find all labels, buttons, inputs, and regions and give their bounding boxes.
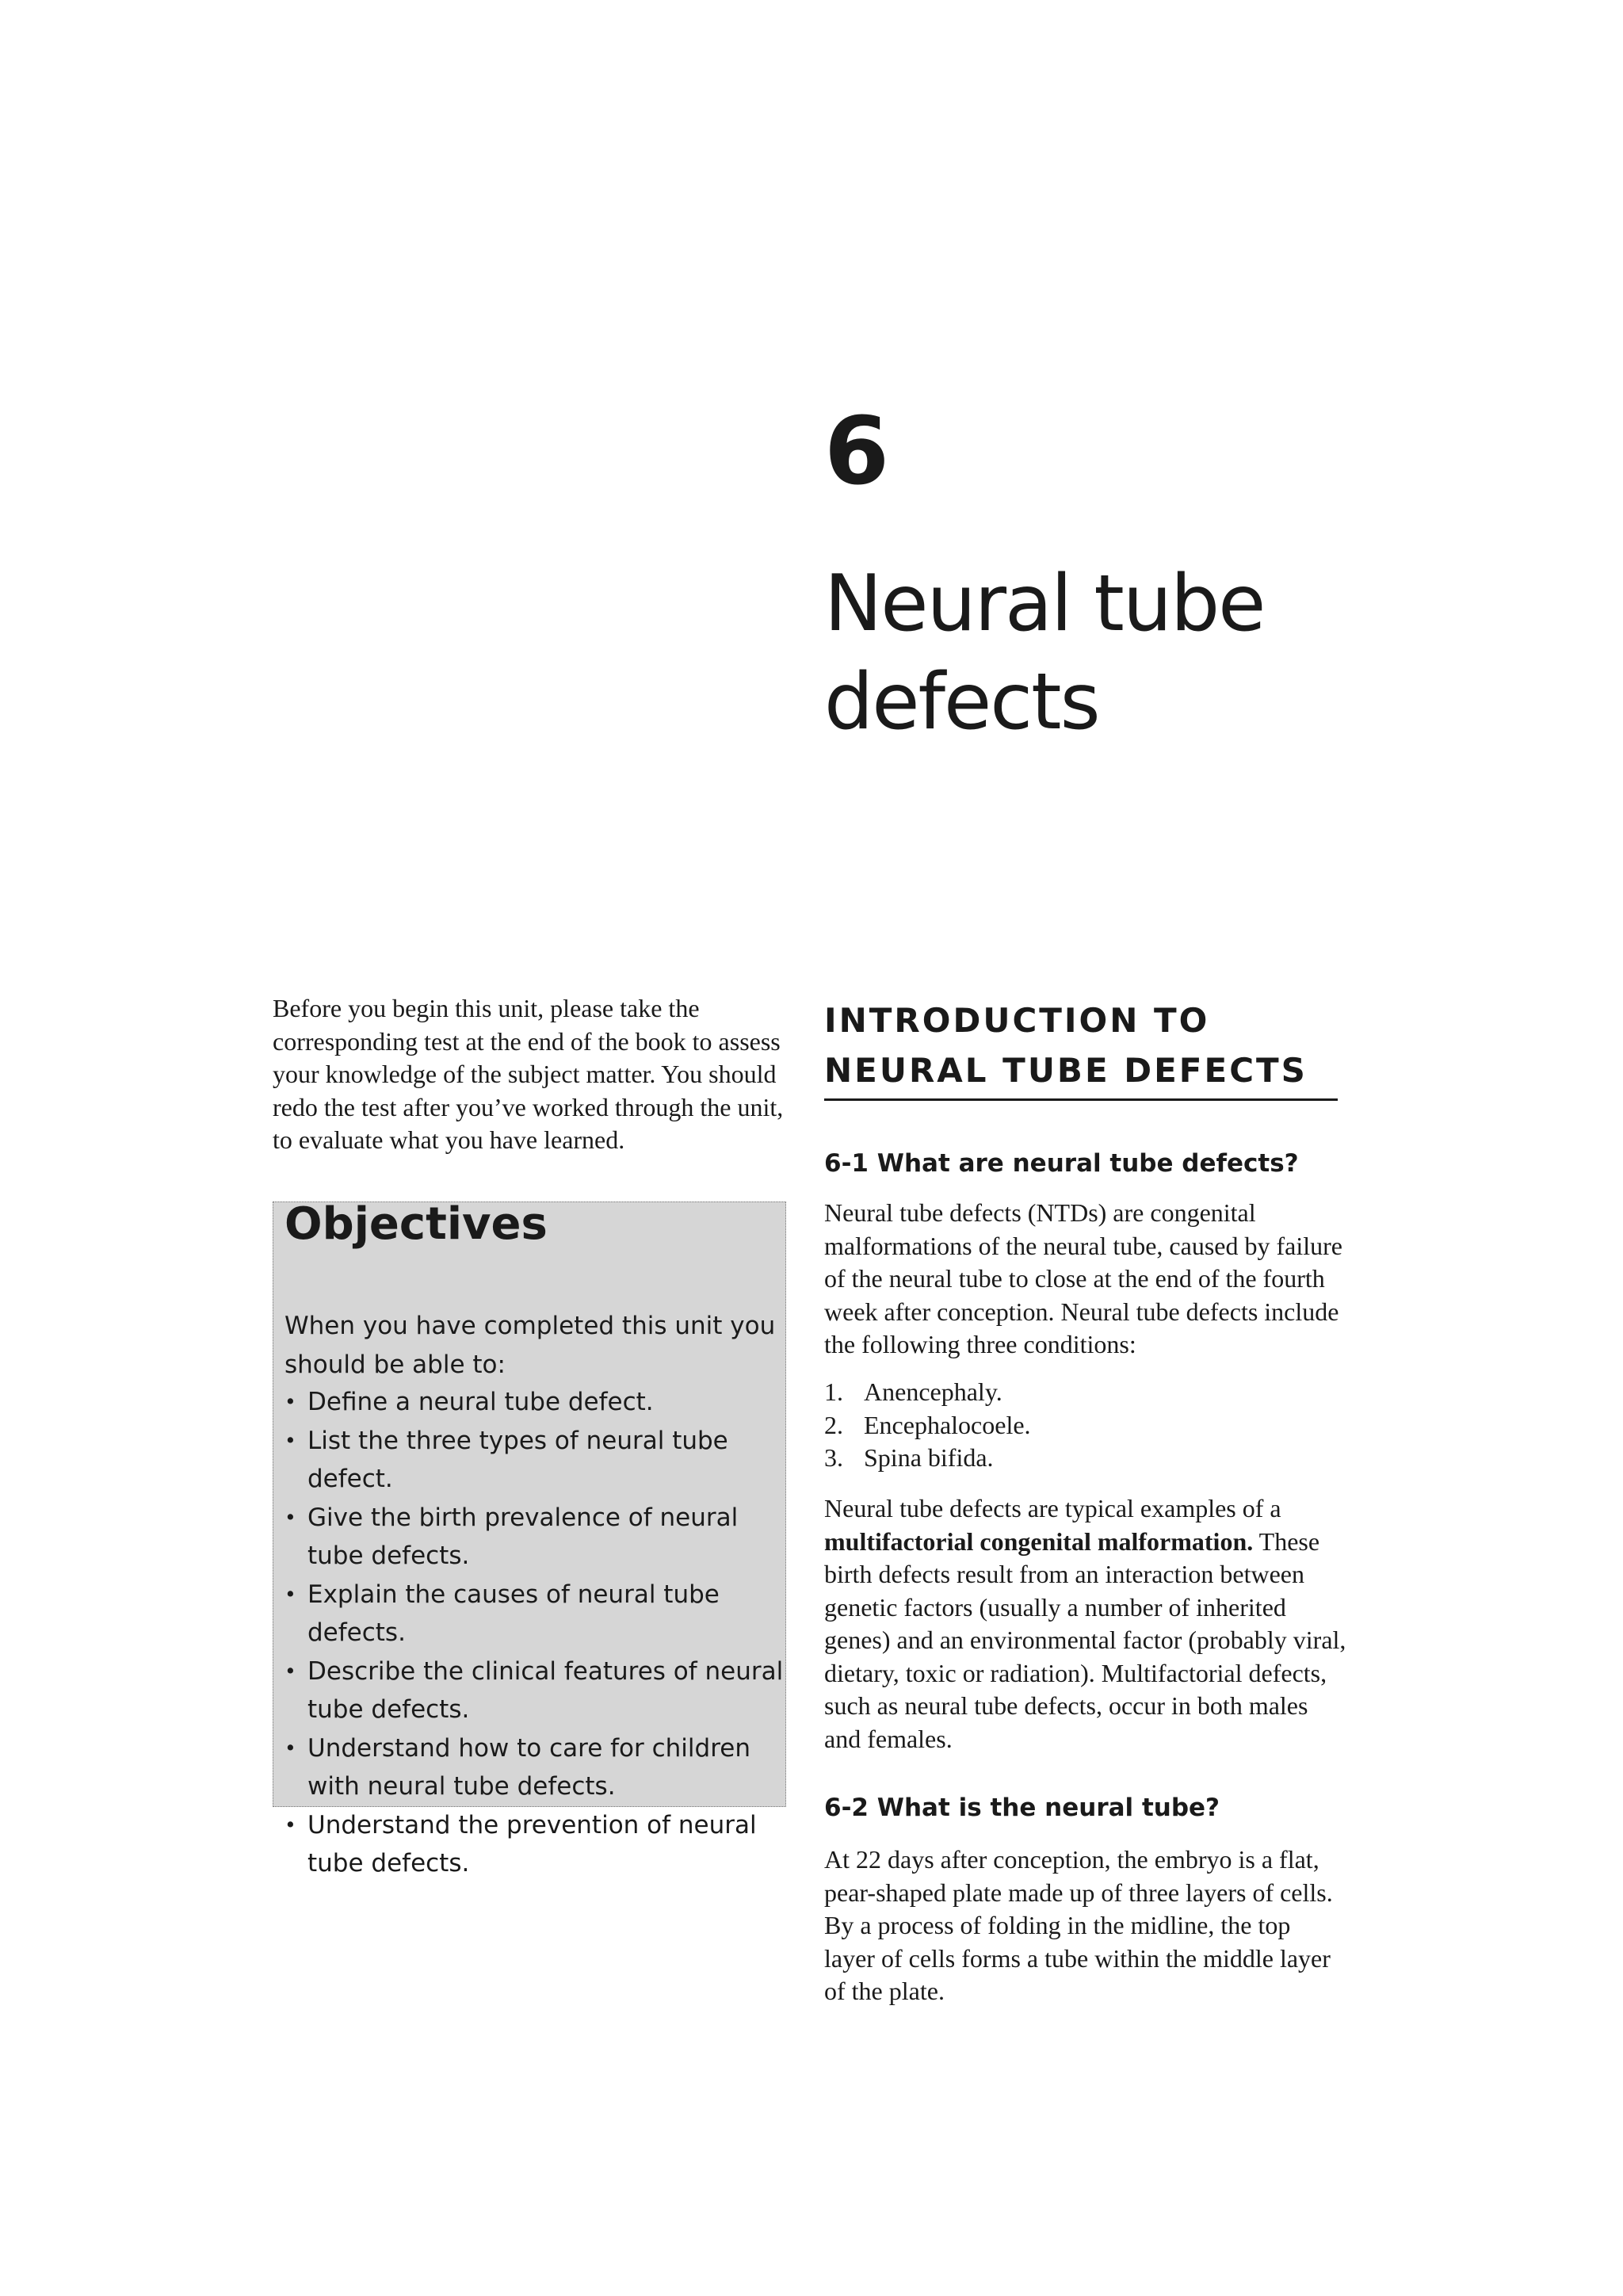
paragraph-ntd-definition: Neural tube defects (NTDs) are congenital malformations of the neural tube, caused by failure of the neural tube to close at the end of the fourth week after conception. Neural tube defects include the following three conditions: (824, 1198, 1342, 1358)
list-item: • Understand how to care for children with neural tube defects. (285, 1729, 784, 1806)
list-item: • Understand the prevention of neural tube defects. (285, 1806, 784, 1883)
list-item: • List the three types of neural tube defect. (285, 1422, 784, 1499)
objectives-lead: When you have completed this unit you should be able to: (285, 1312, 776, 1379)
paragraph-text-start: Neural tube defects are typical examples of a (824, 1494, 1281, 1522)
objectives-box (273, 1198, 786, 1878)
list-item (824, 1442, 1031, 1475)
chapter-title: Neural tube defects (824, 559, 1265, 747)
subheading-what-is-neural-tube: 6-2 What is the neural tube? (824, 1794, 1220, 1822)
list-number: 3. (824, 1443, 843, 1472)
intro-paragraph: Before you begin this unit, please take the corresponding test at the end of the book to assess your knowledge of the subject matter. You should redo the test after you’ve worked through the unit, to evaluate what you have learned. (273, 994, 784, 1154)
conditions-list (824, 1376, 1031, 1475)
list-item: • Define a neural tube defect. (285, 1383, 784, 1422)
objectives-heading: Objectives (285, 1198, 548, 1250)
paragraph-text-end: These birth defects result from an interaction between genetic factors (usually a number of inherited genes) and an environmental factor (probably viral, dietary, toxic or radiation). Multifactorial defects, such as neural tube defects, occur in both males and females. (824, 1526, 1346, 1753)
paragraph-multifactorial (824, 1492, 1347, 1755)
list-text: Spina bifida. (864, 1443, 994, 1472)
objectives-list (285, 1383, 784, 1883)
chapter-number: 6 (824, 396, 888, 506)
list-item: • Give the birth prevalence of neural tube defects. (285, 1499, 784, 1576)
list-item: • Explain the causes of neural tube defects. (285, 1576, 784, 1652)
subheading-what-are-ntds: 6-1 What are neural tube defects? (824, 1149, 1299, 1178)
paragraph-neural-tube: At 22 days after conception, the embryo is a flat, pear-shaped plate made up of three layers of cells. By a process of folding in the midline, the top layer of cells forms a tube within the middle layer of the plate. (824, 1845, 1333, 2005)
list-item: • Describe the clinical features of neural tube defects. (285, 1652, 784, 1729)
list-text: Encephalocoele. (864, 1410, 1031, 1439)
list-text: Anencephaly. (864, 1377, 1002, 1406)
list-number: 2. (824, 1410, 843, 1439)
bold-term: multifactorial congenital malformation. (824, 1526, 1254, 1556)
section-heading (824, 995, 1338, 1101)
list-item (824, 1376, 1031, 1409)
list-number: 1. (824, 1377, 843, 1406)
section-heading-line-1: INTRODUCTION TO (824, 1001, 1210, 1040)
list-item (824, 1409, 1031, 1442)
section-heading-line-2: NEURAL TUBE DEFECTS (824, 1051, 1308, 1090)
